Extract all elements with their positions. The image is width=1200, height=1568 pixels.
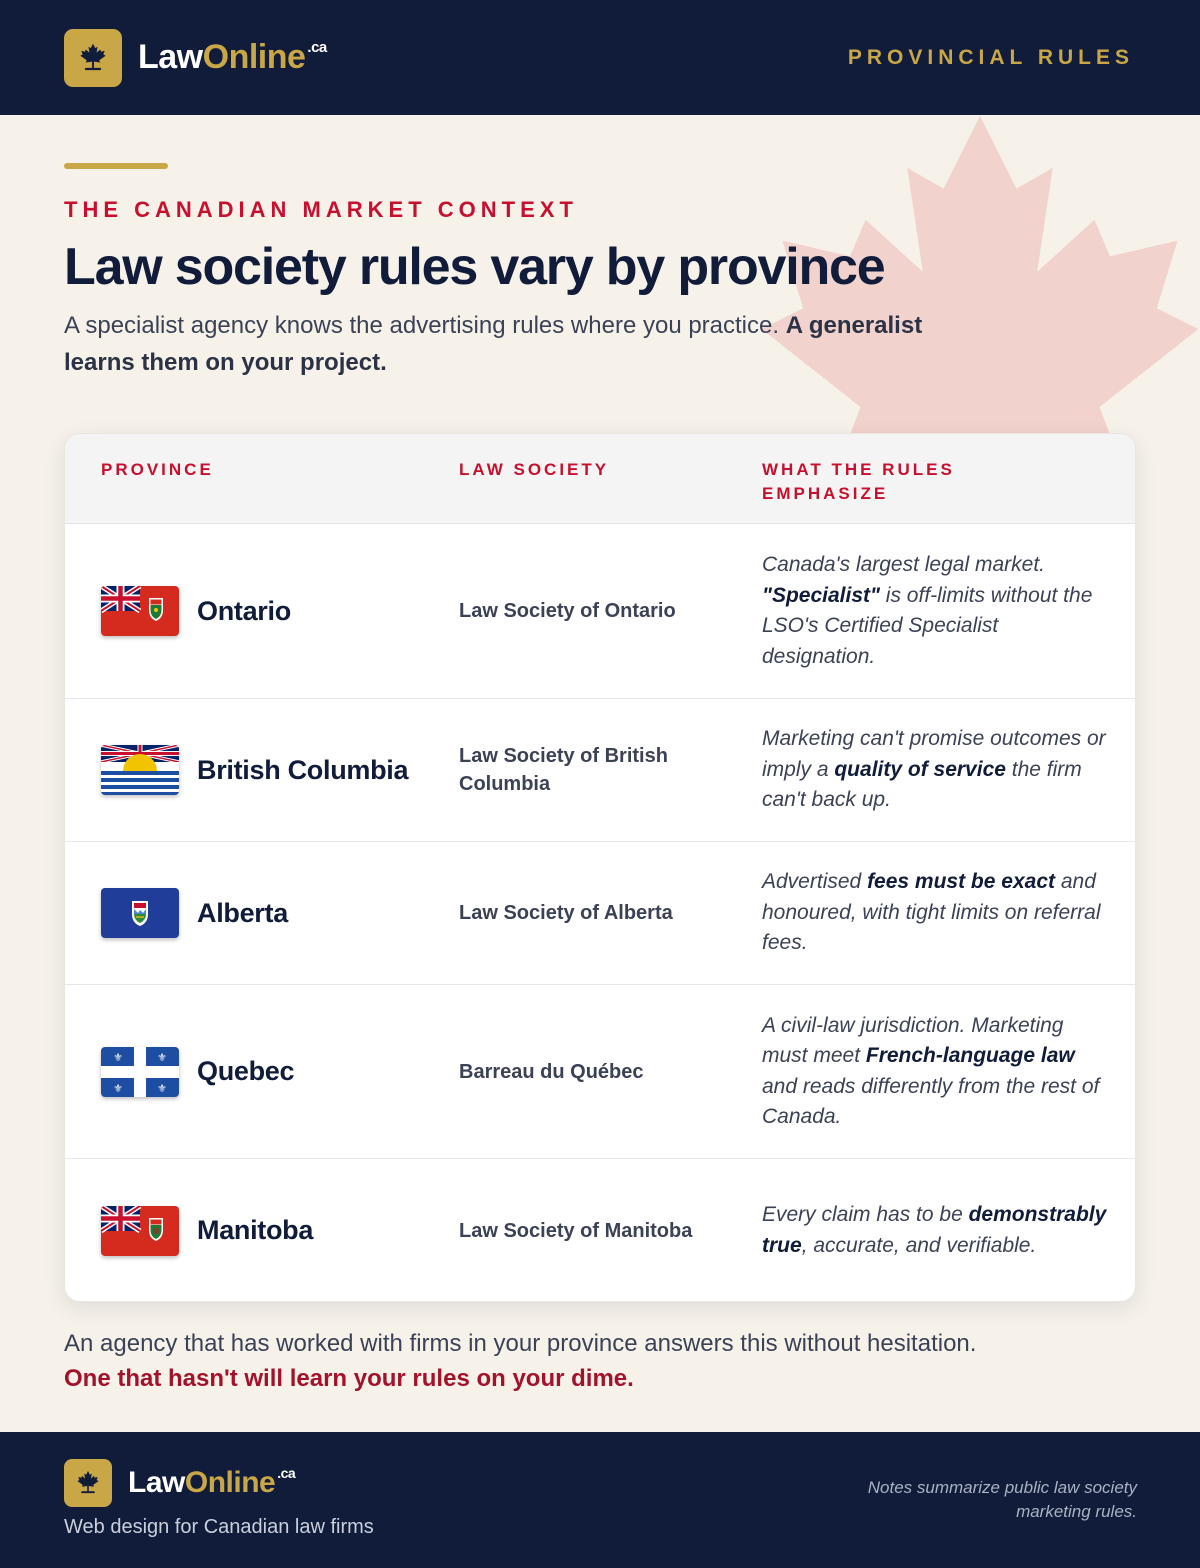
law-society-name: Barreau du Québec [459, 1060, 644, 1083]
rule-summary [762, 550, 1112, 672]
law-society-name: Law Society of British Columbia [459, 745, 668, 795]
closing-highlight: One that hasn't will learn your rules on your dime. [64, 1365, 634, 1392]
rule-emphasis: quality of service [834, 757, 1006, 781]
province-name: Alberta [197, 897, 288, 928]
province-name: Quebec [197, 1056, 295, 1086]
brand-name [138, 38, 327, 77]
table-row-quebec [65, 985, 1135, 1159]
column-header-rules: WHAT THE RULES EMPHASIZE [762, 460, 955, 503]
header-section-tag: PROVINCIAL RULES [847, 45, 1134, 69]
rule-summary [762, 867, 1112, 959]
subtitle-bold: A generalist learns them on your project. [64, 312, 923, 376]
page-subtitle [64, 307, 964, 381]
column-header-province: PROVINCE [101, 460, 214, 479]
manitoba-flag-icon [101, 1206, 179, 1256]
page-title: Law society rules vary by province [64, 238, 885, 296]
rule-text: Every claim has to be [762, 1203, 969, 1226]
table-row-ontario [65, 524, 1135, 699]
province-name: Manitoba [197, 1215, 314, 1245]
site-header [0, 0, 1200, 115]
footer-brand-online-text: Online [184, 1466, 276, 1499]
svg-text:⚜: ⚜ [157, 1081, 167, 1095]
law-society-name: Law Society of Ontario [459, 600, 676, 622]
rule-emphasis: demonstrably true [762, 1203, 1107, 1257]
rule-text: Canada's largest legal market. [762, 553, 1045, 576]
svg-text:⚜: ⚜ [113, 1081, 123, 1095]
column-header-law-society: LAW SOCIETY [459, 460, 610, 479]
quebec-flag-icon [101, 1047, 179, 1097]
rule-text: , accurate, and verifiable. [801, 1233, 1037, 1257]
brand-logo[interactable] [64, 29, 327, 87]
site-footer [0, 1432, 1200, 1568]
rule-text: the firm can't back up. [762, 757, 1082, 812]
province-cell [101, 586, 291, 636]
rule-text: A civil-law jurisdiction. Marketing must meet [762, 1013, 1064, 1067]
table-row-british-columbia [65, 699, 1135, 842]
province-cell [101, 888, 288, 938]
svg-text:⚜: ⚜ [113, 1050, 123, 1064]
rule-text: and honoured, with tight limits on referral fees. [762, 870, 1101, 955]
rule-emphasis: fees must be exact [867, 870, 1055, 894]
province-rules-table [64, 433, 1136, 1302]
province-cell [101, 1047, 294, 1097]
accent-divider [64, 163, 168, 169]
british-columbia-flag-icon [101, 745, 179, 795]
province-name: Ontario [197, 595, 291, 626]
footer-brand-name [128, 1466, 295, 1500]
province-cell [101, 745, 408, 795]
rule-text: Marketing can't promise outcomes or imply a [762, 727, 1106, 781]
table-row-alberta [65, 842, 1135, 985]
footer-brand-law-text: Law [128, 1466, 185, 1499]
province-cell [101, 1206, 313, 1256]
eyebrow-label: THE CANADIAN MARKET CONTEXT [64, 197, 578, 222]
rule-text: is off-limits without the LSO's Certified Specialist designation. [762, 583, 1093, 668]
rule-text: Advertised [762, 870, 868, 894]
ontario-flag-icon [101, 586, 179, 636]
table-header-row [65, 434, 1135, 524]
footer-brand-logo[interactable] [64, 1459, 295, 1507]
brand-tld-text: .ca [307, 39, 327, 56]
brand-law-text: Law [138, 38, 203, 76]
maple-leaf-logo-icon [64, 1459, 112, 1507]
maple-leaf-logo-icon [64, 29, 122, 87]
intro-section [64, 115, 1136, 381]
subtitle-plain: A specialist agency knows the advertising rules where you practice. [64, 312, 780, 339]
rule-emphasis: "Specialist" [762, 583, 880, 607]
rule-summary [762, 1200, 1112, 1261]
closing-statement [64, 1326, 1144, 1396]
svg-text:⚜: ⚜ [157, 1050, 167, 1064]
table-row-manitoba [65, 1159, 1135, 1302]
footer-tagline: Web design for Canadian law firms [64, 1516, 374, 1538]
alberta-flag-icon [101, 888, 179, 938]
rule-summary [762, 1011, 1112, 1133]
province-name: British Columbia [197, 754, 409, 785]
footer-footnote: Notes summarize public law society marketing rules. [867, 1478, 1137, 1521]
footer-brand-tld-text: .ca [277, 1465, 296, 1481]
rule-emphasis: French-language law [865, 1044, 1075, 1067]
law-society-name: Law Society of Manitoba [459, 1219, 693, 1242]
rule-summary [762, 724, 1112, 816]
rule-text: and reads differently from the rest of Canada. [762, 1074, 1100, 1128]
closing-plain: An agency that has worked with firms in your province answers this without hesitation. [64, 1330, 977, 1357]
brand-online-text: Online [202, 38, 306, 76]
law-society-name: Law Society of Alberta [459, 902, 673, 924]
